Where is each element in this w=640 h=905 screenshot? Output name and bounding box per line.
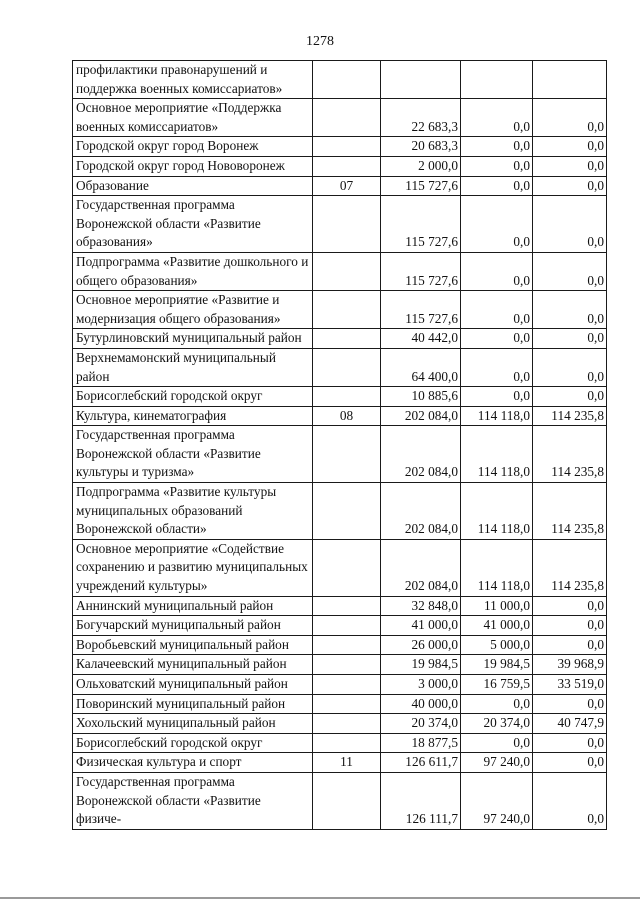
row-name: Подпрограмма «Развитие культуры муниципальных образований Воронежской области»: [73, 483, 313, 540]
row-amount-2: 0,0: [461, 291, 533, 329]
row-amount-3: 0,0: [533, 137, 607, 157]
row-name: Государственная программа Воронежской области «Развитие культуры и туризма»: [73, 426, 313, 483]
row-amount-1: 115 727,6: [381, 291, 461, 329]
table-row: [73, 714, 607, 734]
row-name: Культура, кинематография: [73, 406, 313, 426]
row-amount-3: 33 519,0: [533, 675, 607, 695]
row-amount-1: 19 984,5: [381, 655, 461, 675]
row-name: Образование: [73, 176, 313, 196]
row-section-code: [313, 616, 381, 636]
table-row: [73, 616, 607, 636]
row-amount-3: 0,0: [533, 196, 607, 253]
row-amount-2: 11 000,0: [461, 596, 533, 616]
row-name: Основное мероприятие «Поддержка военных комиссариатов»: [73, 99, 313, 137]
table-row: [73, 137, 607, 157]
row-amount-3: 0,0: [533, 596, 607, 616]
row-amount-3: 39 968,9: [533, 655, 607, 675]
row-amount-2: 114 118,0: [461, 483, 533, 540]
row-section-code: [313, 635, 381, 655]
row-amount-3: 0,0: [533, 176, 607, 196]
row-amount-3: 114 235,8: [533, 539, 607, 596]
row-amount-1: 2 000,0: [381, 156, 461, 176]
row-section-code: 08: [313, 406, 381, 426]
row-amount-2: 0,0: [461, 329, 533, 349]
row-section-code: [313, 291, 381, 329]
table-row: [73, 426, 607, 483]
table-row: [73, 694, 607, 714]
row-section-code: [313, 137, 381, 157]
row-section-code: [313, 387, 381, 407]
row-section-code: [313, 252, 381, 290]
row-amount-3: 114 235,8: [533, 483, 607, 540]
row-section-code: [313, 61, 381, 99]
table-row: [73, 387, 607, 407]
row-amount-3: 40 747,9: [533, 714, 607, 734]
table-row: [73, 655, 607, 675]
row-name: профилактики правонарушений и поддержка военных комиссариатов»: [73, 61, 313, 99]
row-name: Воробьевский муниципальный район: [73, 635, 313, 655]
row-section-code: [313, 196, 381, 253]
row-amount-3: 0,0: [533, 156, 607, 176]
row-amount-1: 202 084,0: [381, 406, 461, 426]
row-amount-1: 40 442,0: [381, 329, 461, 349]
row-name: Основное мероприятие «Содействие сохранению и развитию муниципальных учреждений культуры»: [73, 539, 313, 596]
table-row: [73, 406, 607, 426]
row-name: Богучарский муниципальный район: [73, 616, 313, 636]
row-amount-3: 0,0: [533, 694, 607, 714]
row-amount-3: 0,0: [533, 252, 607, 290]
row-amount-2: 41 000,0: [461, 616, 533, 636]
row-name: Физическая культура и спорт: [73, 753, 313, 773]
row-amount-1: [381, 61, 461, 99]
row-amount-3: 0,0: [533, 753, 607, 773]
row-name: Калачеевский муниципальный район: [73, 655, 313, 675]
row-amount-2: 19 984,5: [461, 655, 533, 675]
row-name: Основное мероприятие «Развитие и модернизация общего образования»: [73, 291, 313, 329]
row-amount-3: 0,0: [533, 772, 607, 829]
row-amount-2: 97 240,0: [461, 772, 533, 829]
row-amount-1: 41 000,0: [381, 616, 461, 636]
row-name: Хохольский муниципальный район: [73, 714, 313, 734]
row-amount-3: 0,0: [533, 348, 607, 386]
table-row: [73, 156, 607, 176]
row-amount-1: 20 374,0: [381, 714, 461, 734]
row-name: Борисоглебский городской округ: [73, 733, 313, 753]
row-name: Ольховатский муниципальный район: [73, 675, 313, 695]
row-name: Аннинский муниципальный район: [73, 596, 313, 616]
table-row: [73, 733, 607, 753]
table-row: [73, 196, 607, 253]
row-amount-2: 0,0: [461, 387, 533, 407]
table-row: [73, 348, 607, 386]
table-row: [73, 176, 607, 196]
row-amount-3: 114 235,8: [533, 406, 607, 426]
table-row: [73, 596, 607, 616]
row-section-code: [313, 483, 381, 540]
table-row: [73, 252, 607, 290]
row-section-code: [313, 426, 381, 483]
row-amount-2: 16 759,5: [461, 675, 533, 695]
row-section-code: [313, 539, 381, 596]
row-section-code: 11: [313, 753, 381, 773]
row-section-code: [313, 675, 381, 695]
row-amount-3: 0,0: [533, 329, 607, 349]
row-amount-1: 32 848,0: [381, 596, 461, 616]
row-amount-2: 0,0: [461, 348, 533, 386]
row-section-code: [313, 329, 381, 349]
page-number: 1278: [306, 34, 334, 49]
row-amount-3: 0,0: [533, 291, 607, 329]
table-row: [73, 99, 607, 137]
row-amount-2: 0,0: [461, 252, 533, 290]
row-amount-2: 0,0: [461, 176, 533, 196]
row-amount-2: 97 240,0: [461, 753, 533, 773]
table-row: [73, 61, 607, 99]
table-row: [73, 291, 607, 329]
row-amount-2: [461, 61, 533, 99]
table-row: [73, 329, 607, 349]
row-amount-1: 202 084,0: [381, 426, 461, 483]
row-amount-3: 0,0: [533, 616, 607, 636]
row-amount-2: 0,0: [461, 694, 533, 714]
row-amount-1: 202 084,0: [381, 483, 461, 540]
row-amount-2: 0,0: [461, 137, 533, 157]
row-section-code: 07: [313, 176, 381, 196]
row-amount-2: 0,0: [461, 99, 533, 137]
row-amount-2: 0,0: [461, 196, 533, 253]
row-name: Подпрограмма «Развитие дошкольного и общего образования»: [73, 252, 313, 290]
row-amount-2: 0,0: [461, 733, 533, 753]
row-amount-1: 115 727,6: [381, 196, 461, 253]
budget-table-body: [73, 61, 607, 830]
row-amount-3: 0,0: [533, 635, 607, 655]
row-amount-2: 114 118,0: [461, 539, 533, 596]
row-name: Бутурлиновский муниципальный район: [73, 329, 313, 349]
table-row: [73, 772, 607, 829]
row-name: Государственная программа Воронежской области «Развитие образования»: [73, 196, 313, 253]
row-section-code: [313, 694, 381, 714]
table-row: [73, 753, 607, 773]
row-amount-3: 0,0: [533, 733, 607, 753]
row-section-code: [313, 733, 381, 753]
row-amount-1: 20 683,3: [381, 137, 461, 157]
page-bottom-rule: [0, 897, 640, 899]
row-name: Верхнемамонский муниципальный район: [73, 348, 313, 386]
row-amount-1: 40 000,0: [381, 694, 461, 714]
row-section-code: [313, 156, 381, 176]
row-amount-2: 20 374,0: [461, 714, 533, 734]
row-amount-2: 0,0: [461, 156, 533, 176]
row-amount-2: 114 118,0: [461, 426, 533, 483]
row-section-code: [313, 655, 381, 675]
row-amount-3: 114 235,8: [533, 426, 607, 483]
row-amount-2: 114 118,0: [461, 406, 533, 426]
row-amount-3: 0,0: [533, 387, 607, 407]
row-name: Городской округ город Воронеж: [73, 137, 313, 157]
row-amount-1: 115 727,6: [381, 176, 461, 196]
row-amount-1: 26 000,0: [381, 635, 461, 655]
row-amount-1: 126 111,7: [381, 772, 461, 829]
row-section-code: [313, 596, 381, 616]
row-name: Борисоглебский городской округ: [73, 387, 313, 407]
row-section-code: [313, 348, 381, 386]
row-amount-1: 22 683,3: [381, 99, 461, 137]
row-amount-3: 0,0: [533, 99, 607, 137]
table-row: [73, 483, 607, 540]
row-name: Городской округ город Нововоронеж: [73, 156, 313, 176]
row-section-code: [313, 714, 381, 734]
table-row: [73, 675, 607, 695]
row-amount-1: 115 727,6: [381, 252, 461, 290]
row-name: Государственная программа Воронежской области «Развитие физиче-: [73, 772, 313, 829]
row-amount-1: 3 000,0: [381, 675, 461, 695]
row-amount-1: 10 885,6: [381, 387, 461, 407]
row-amount-2: 5 000,0: [461, 635, 533, 655]
table-row: [73, 635, 607, 655]
row-amount-1: 126 611,7: [381, 753, 461, 773]
row-name: Поворинский муниципальный район: [73, 694, 313, 714]
table-row: [73, 539, 607, 596]
row-section-code: [313, 772, 381, 829]
row-amount-1: 64 400,0: [381, 348, 461, 386]
row-amount-3: [533, 61, 607, 99]
budget-table: [72, 60, 607, 830]
row-amount-1: 18 877,5: [381, 733, 461, 753]
row-amount-1: 202 084,0: [381, 539, 461, 596]
row-section-code: [313, 99, 381, 137]
